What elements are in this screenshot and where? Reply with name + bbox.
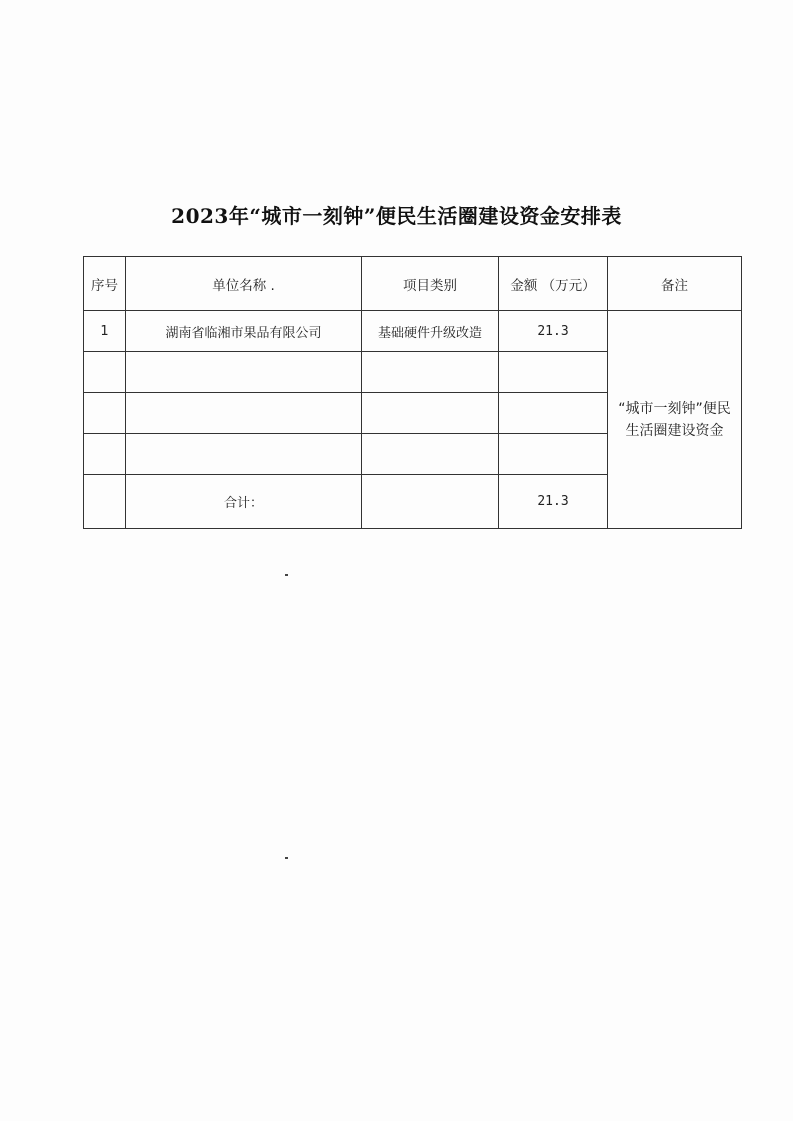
total-amount: 21.3: [499, 475, 608, 529]
scan-speck: [285, 574, 288, 576]
cell-category: [362, 475, 499, 529]
total-label: 合计：: [126, 475, 362, 529]
cell-seq: [84, 475, 126, 529]
cell-category: [362, 393, 499, 434]
cell-seq: 1: [84, 311, 126, 352]
table-header-row: [84, 257, 742, 311]
cell-unit: [126, 434, 362, 475]
cell-remark: “城市一刻钟”便民生活圈建设资金: [608, 311, 742, 529]
header-category: 项目类别: [362, 257, 499, 311]
cell-category: [362, 352, 499, 393]
cell-amount: [499, 393, 608, 434]
header-unit: 单位名称 .: [126, 257, 362, 311]
table-row: [84, 311, 742, 352]
header-seq: 序号: [84, 257, 126, 311]
cell-unit: [126, 393, 362, 434]
cell-seq: [84, 393, 126, 434]
cell-seq: [84, 352, 126, 393]
cell-unit: 湖南省临湘市果品有限公司: [126, 311, 362, 352]
cell-category: 基础硬件升级改造: [362, 311, 499, 352]
scan-speck: [285, 857, 288, 859]
cell-amount: [499, 352, 608, 393]
cell-category: [362, 434, 499, 475]
funding-table: [83, 256, 742, 529]
document-title: 2023年“城市一刻钟”便民生活圈建设资金安排表: [171, 204, 622, 228]
cell-amount: [499, 434, 608, 475]
cell-seq: [84, 434, 126, 475]
cell-amount: 21.3: [499, 311, 608, 352]
header-amount: 金额 （万元）: [499, 257, 608, 311]
cell-unit: [126, 352, 362, 393]
header-remark: 备注: [608, 257, 742, 311]
